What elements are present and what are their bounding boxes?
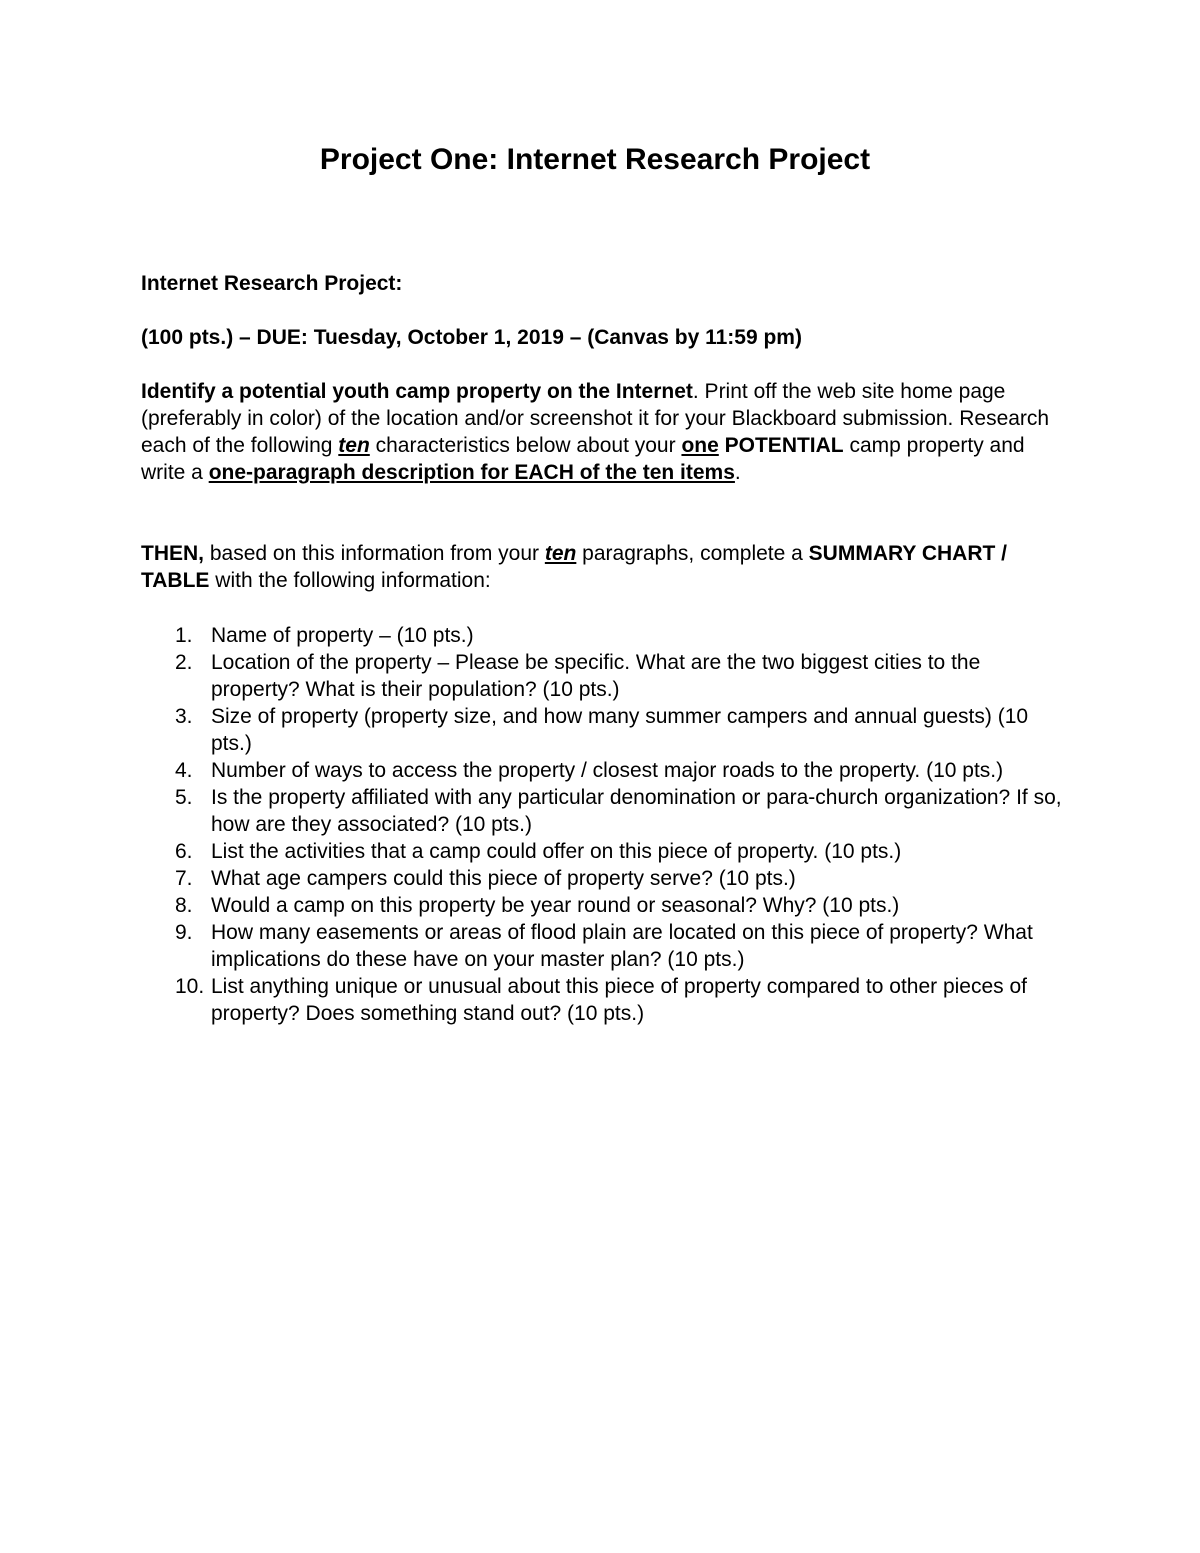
list-item-text: How many easements or areas of flood plain are located on this piece of property? What implications do these have on your master plan? (10 pts.)	[211, 921, 1033, 971]
list-item-number: 5.	[175, 786, 193, 809]
intro-potential-emphasis: POTENTIAL	[724, 434, 844, 457]
intro-text-5: .	[734, 461, 741, 484]
list-item	[141, 703, 1071, 757]
list-item-number: 4.	[175, 759, 193, 782]
intro-text-1: . Print off the web site home page (preferably in color) of the location and/or screenshot it for your Blackboard submission. Research each of the following	[141, 380, 1050, 457]
then-text-3: with the following information:	[209, 569, 491, 592]
list-item-text: Would a camp on this property be year round or seasonal? Why? (10 pts.)	[211, 894, 900, 917]
intro-one-emphasis: one	[681, 434, 719, 457]
intro-paragraph	[141, 378, 1071, 486]
intro-text-2: characteristics below about your	[369, 434, 682, 457]
list-item-number: 8.	[175, 894, 193, 917]
then-summary-emphasis: SUMMARY CHART / TABLE	[141, 542, 1007, 592]
list-item-number: 3.	[175, 705, 193, 728]
then-bold: THEN,	[141, 542, 204, 565]
intro-ten-emphasis: ten	[338, 434, 370, 457]
list-item	[141, 622, 1071, 649]
list-item-number: 10.	[175, 975, 205, 998]
list-item	[141, 838, 1071, 865]
list-item	[141, 865, 1071, 892]
list-item	[141, 757, 1071, 784]
then-text-2: paragraphs, complete a	[576, 542, 809, 565]
intro-one-paragraph-emphasis: one-paragraph description for EACH of the ten items	[208, 461, 735, 484]
list-item-text: List the activities that a camp could offer on this piece of property. (10 pts.)	[211, 840, 902, 863]
subheading: Internet Research Project:	[141, 272, 403, 295]
list-item-text: Is the property affiliated with any particular denomination or para-church organization? If so, how are they associated? (10 pts.)	[211, 786, 1062, 836]
list-item	[141, 892, 1071, 919]
list-item-text: Number of ways to access the property / closest major roads to the property. (10 pts.)	[211, 759, 1004, 782]
due-line: (100 pts.) – DUE: Tuesday, October 1, 2019 – (Canvas by 11:59 pm)	[141, 326, 802, 349]
list-item-number: 9.	[175, 921, 193, 944]
list-item-text: What age campers could this piece of property serve? (10 pts.)	[211, 867, 796, 890]
list-item-text: Name of property – (10 pts.)	[211, 624, 474, 647]
list-item	[141, 973, 1071, 1027]
intro-text-4: camp property and write a	[141, 434, 1025, 484]
list-item-number: 1.	[175, 624, 193, 647]
list-item-text: List anything unique or unusual about this piece of property compared to other pieces of property? Does something stand out? (10 pts.)	[211, 975, 1028, 1025]
intro-bold-lead: Identify a potential youth camp property on the Internet	[141, 380, 693, 403]
requirements-list	[141, 622, 1071, 1027]
then-text-1: based on this information from your	[204, 542, 545, 565]
list-item	[141, 784, 1071, 838]
document-title: Project One: Internet Research Project	[319, 143, 871, 176]
then-ten-emphasis: ten	[544, 542, 577, 565]
list-item-text: Location of the property – Please be specific. What are the two biggest cities to the property? What is their population? (10 pts.)	[211, 651, 981, 701]
then-paragraph	[141, 540, 1071, 594]
list-item	[141, 919, 1071, 973]
list-item-number: 2.	[175, 651, 193, 674]
list-item	[141, 649, 1071, 703]
list-item-number: 7.	[175, 867, 193, 890]
list-item-number: 6.	[175, 840, 193, 863]
list-item-text: Size of property (property size, and how many summer campers and annual guests) (10 pts.)	[211, 705, 1029, 755]
